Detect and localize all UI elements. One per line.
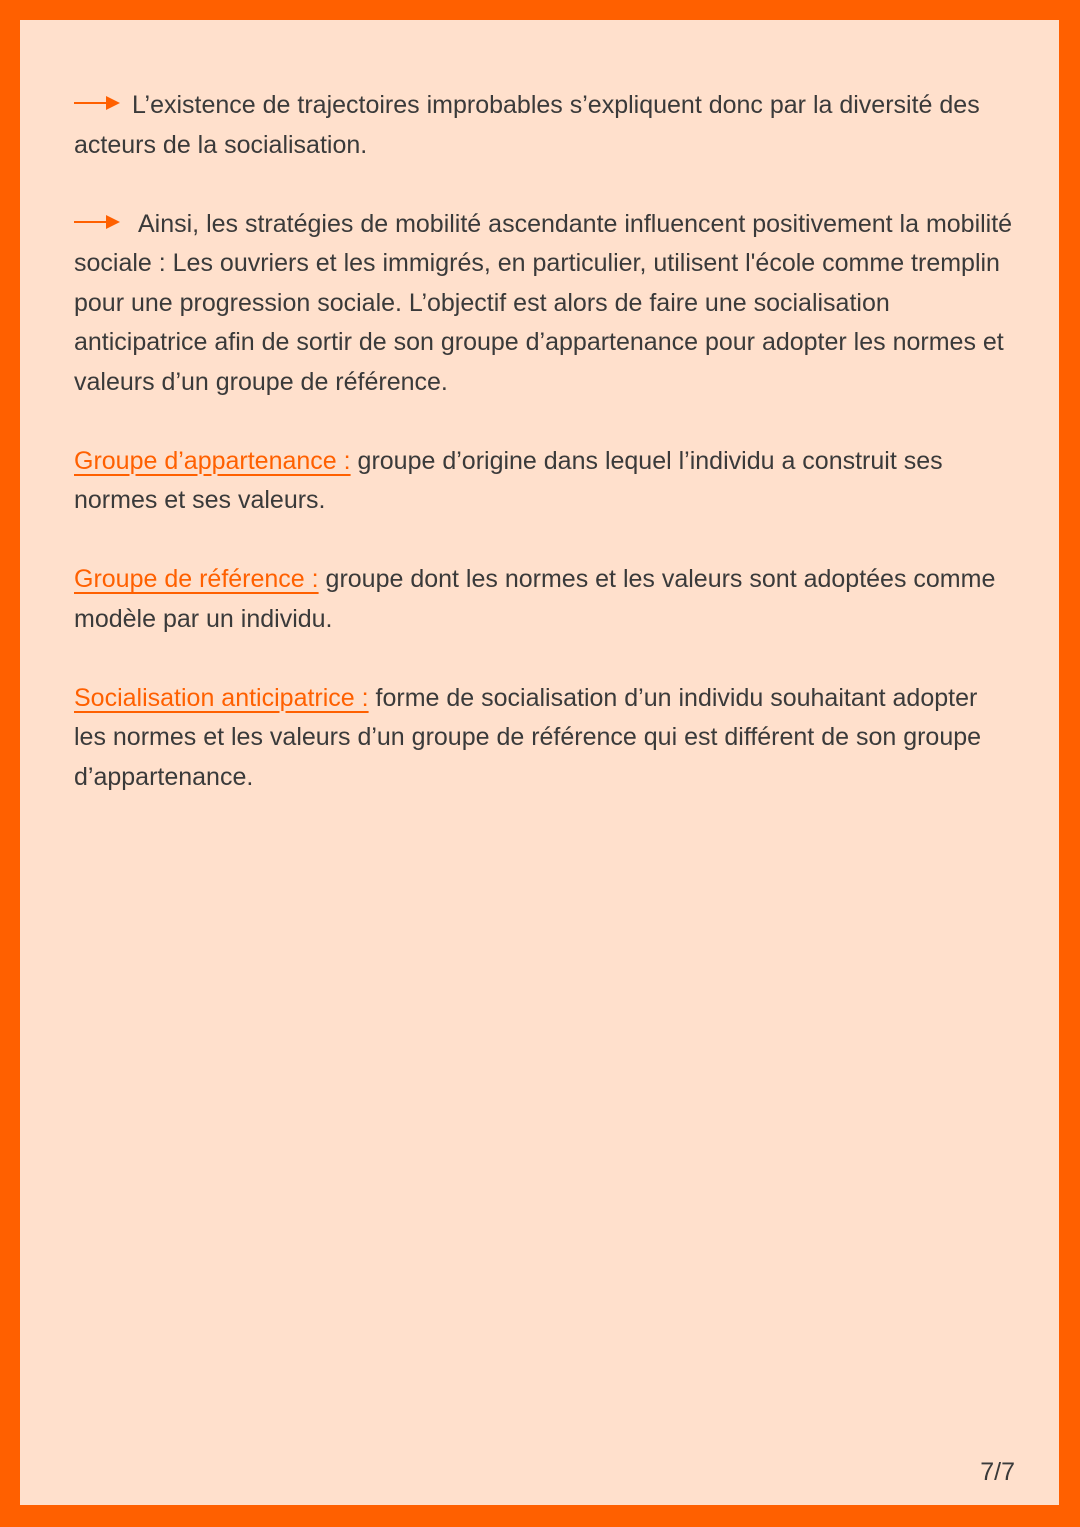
definition-text: groupe dont les normes et les valeurs sont adoptées comme modèle par un individu. xyxy=(74,565,996,633)
document-content xyxy=(74,86,1014,837)
definition-groupe-appartenance xyxy=(74,442,1014,521)
definition-term: Groupe d’appartenance : xyxy=(74,446,351,475)
arrow-right-icon xyxy=(74,96,120,110)
paragraph-upward-mobility xyxy=(74,205,1014,403)
definition-groupe-reference xyxy=(74,560,1014,639)
paragraph-text: L’existence de trajectoires improbables s’expliquent donc par la diversité des acteurs de la socialisation. xyxy=(74,91,980,159)
document-page xyxy=(20,20,1059,1505)
definition-term: Socialisation anticipatrice : xyxy=(74,683,369,712)
definition-term: Groupe de référence : xyxy=(74,565,319,593)
paragraph-improbable-trajectories xyxy=(74,86,1014,165)
definition-socialisation-anticipatrice xyxy=(74,679,1014,798)
page-number: 7/7 xyxy=(980,1458,1015,1486)
paragraph-text: Ainsi, les stratégies de mobilité ascendante influencent positivement la mobilité sociale : Les ouvriers et les immigrés, en particulier, utilisent l'école comme tremplin pour une progression sociale. L’objectif est alors de faire une socialisation anticipatrice afin de sortir de son groupe d’appartenance pour adopter les normes et valeurs d’un groupe de référence. xyxy=(74,209,1013,396)
definition-text: groupe d’origine dans lequel l’individu a construit ses normes et ses valeurs. xyxy=(74,446,943,514)
definition-text: forme de socialisation d’un individu souhaitant adopter les normes et les valeurs d’un groupe de référence qui est différent de son groupe d’appartenance. xyxy=(74,683,982,791)
arrow-right-icon xyxy=(74,215,120,229)
